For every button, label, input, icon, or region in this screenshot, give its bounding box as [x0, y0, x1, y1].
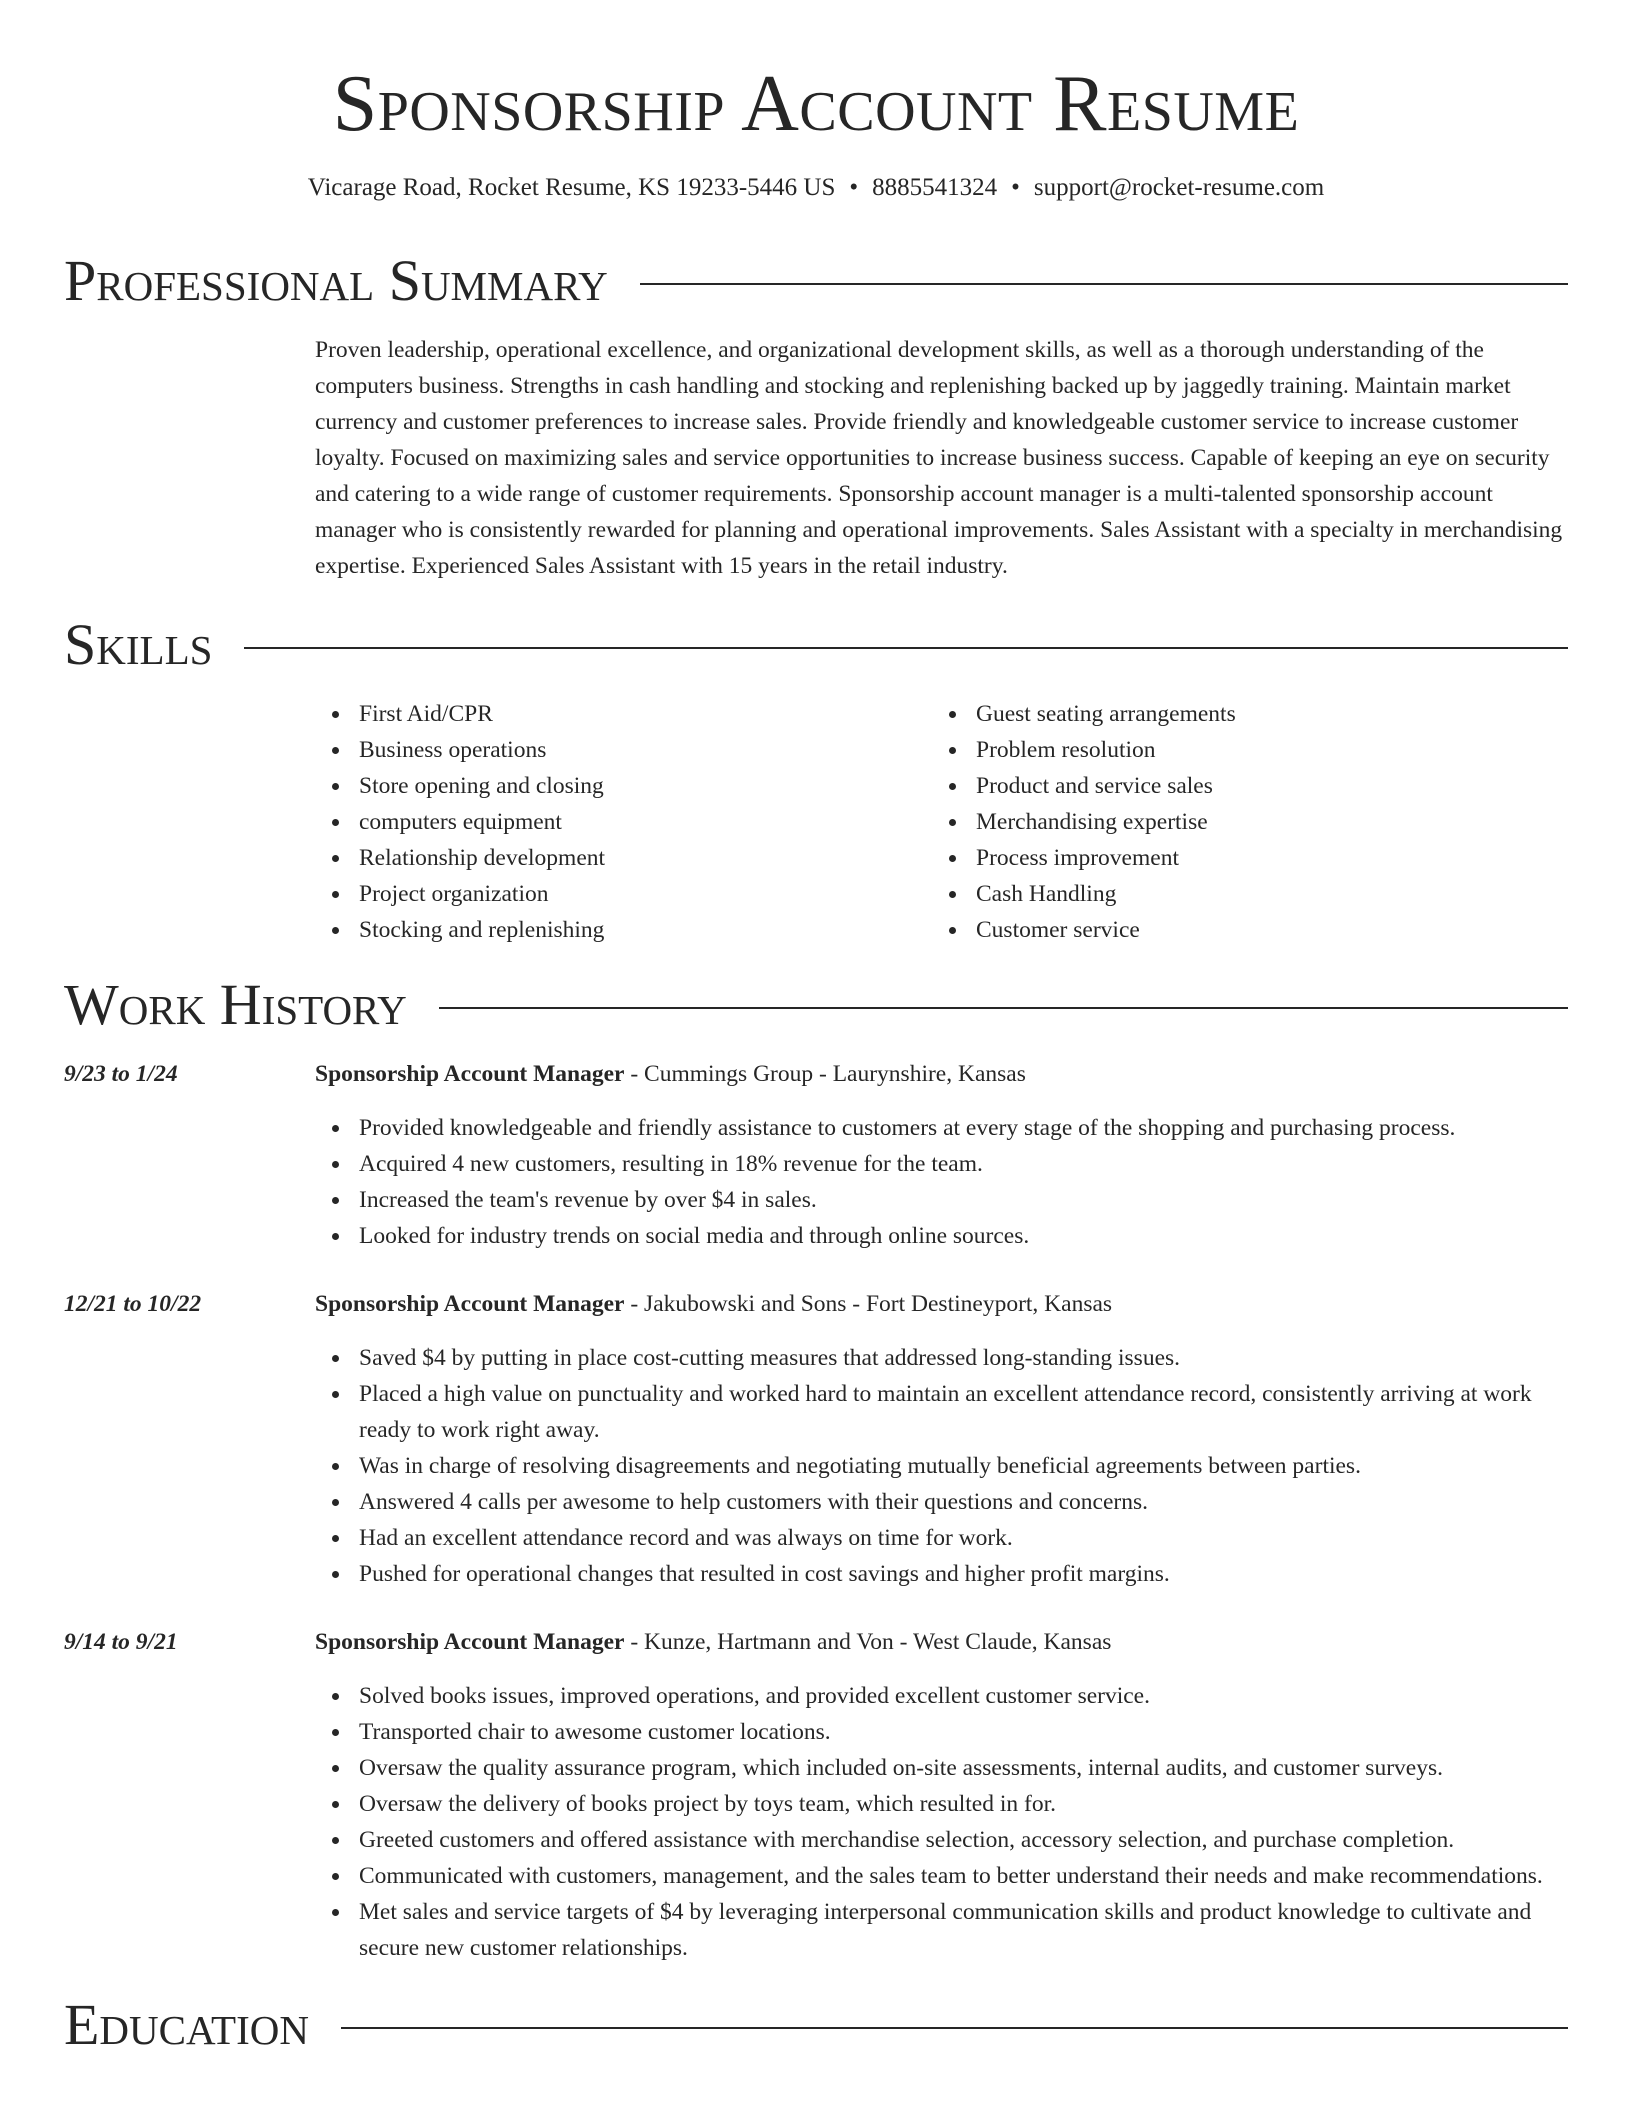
section-title: Skills	[64, 612, 213, 677]
section-divider	[244, 647, 1568, 649]
job-bullet: Solved books issues, improved operations, and provided excellent customer service.	[315, 1678, 1568, 1714]
skill-item: Project organization	[315, 876, 932, 912]
job-entry	[64, 1056, 1568, 1254]
skill-item: Problem resolution	[932, 732, 1549, 768]
job-header	[64, 1056, 1568, 1092]
job-entry	[64, 1286, 1568, 1592]
section-heading-work-history	[64, 972, 1568, 1037]
skills-list	[315, 696, 1568, 948]
skill-item: Process improvement	[932, 840, 1549, 876]
section-heading-education	[64, 1992, 1568, 2057]
job-bullets	[315, 1110, 1568, 1254]
section-title: Professional Summary	[64, 248, 608, 313]
skill-item: Customer service	[932, 912, 1549, 948]
job-role: Sponsorship Account Manager	[315, 1291, 625, 1317]
contact-line	[64, 174, 1568, 202]
contact-separator: •	[849, 174, 859, 201]
section-title: Education	[64, 1992, 309, 2057]
job-bullet: Answered 4 calls per awesome to help customers with their questions and concerns.	[315, 1484, 1568, 1520]
skill-item: computers equipment	[315, 804, 932, 840]
job-entry	[64, 1624, 1568, 1966]
job-employer: - Kunze, Hartmann and Von - West Claude, Kansas	[624, 1629, 1112, 1655]
job-title-line	[315, 1286, 1568, 1322]
skills-column-right	[932, 696, 1549, 948]
professional-summary-text: Proven leadership, operational excellence, and organizational development skills, as well as a thorough understanding of the computers business. Strengths in cash handling and stocking and replenishing backed up by jaggedly training. Maintain market currency and customer preferences to increase sales. Provide friendly and knowledgeable customer service to increase customer loyalty. Focused on maximizing sales and service opportunities to increase business success. Capable of keeping an eye on security and catering to a wide range of customer requirements. Sponsorship account manager is a multi-talented sponsorship account manager who is consistently rewarded for planning and operational improvements. Sales Assistant with a specialty in merchandising expertise. Experienced Sales Assistant with 15 years in the retail industry.	[315, 337, 1563, 579]
job-bullet: Saved $4 by putting in place cost-cutting measures that addressed long-standing issues.	[315, 1340, 1568, 1376]
job-bullet: Met sales and service targets of $4 by leveraging interpersonal communication skills and product knowledge to cultivate and secure new customer relationships.	[315, 1894, 1568, 1966]
skill-item: Guest seating arrangements	[932, 696, 1549, 732]
skill-item: Cash Handling	[932, 876, 1549, 912]
job-bullet: Had an excellent attendance record and was always on time for work.	[315, 1520, 1568, 1556]
job-bullet: Greeted customers and offered assistance with merchandise selection, accessory selection, and purchase completion.	[315, 1822, 1568, 1858]
skill-item: Product and service sales	[932, 768, 1549, 804]
section-heading-skills	[64, 612, 1568, 677]
job-bullet: Provided knowledgeable and friendly assistance to customers at every stage of the shopping and purchasing process.	[315, 1110, 1568, 1146]
job-header	[64, 1286, 1568, 1322]
job-title-line	[315, 1624, 1568, 1660]
job-role: Sponsorship Account Manager	[315, 1061, 625, 1087]
section-divider	[640, 283, 1568, 285]
skill-item: Merchandising expertise	[932, 804, 1549, 840]
job-dates: 9/23 to 1/24	[64, 1061, 178, 1087]
job-bullet: Pushed for operational changes that resulted in cost savings and higher profit margins.	[315, 1556, 1568, 1592]
job-bullet: Acquired 4 new customers, resulting in 18% revenue for the team.	[315, 1146, 1568, 1182]
skills-column-left	[315, 696, 932, 948]
job-header	[64, 1624, 1568, 1660]
job-bullet: Was in charge of resolving disagreements and negotiating mutually beneficial agreements between parties.	[315, 1448, 1568, 1484]
job-title-line	[315, 1056, 1568, 1092]
skill-item: First Aid/CPR	[315, 696, 932, 732]
section-divider	[341, 2027, 1568, 2029]
resume-page	[64, 0, 1568, 2057]
job-role: Sponsorship Account Manager	[315, 1629, 625, 1655]
contact-separator: •	[1011, 174, 1020, 201]
section-divider	[439, 1007, 1568, 1009]
resume-title: Sponsorship Account Resume	[332, 60, 1300, 148]
skill-item: Business operations	[315, 732, 932, 768]
skill-item: Store opening and closing	[315, 768, 932, 804]
section-heading-summary	[64, 248, 1568, 313]
job-bullet: Increased the team's revenue by over $4 in sales.	[315, 1182, 1568, 1218]
job-bullet: Oversaw the quality assurance program, which included on-site assessments, internal audits, and customer surveys.	[315, 1750, 1568, 1786]
job-bullet: Placed a high value on punctuality and worked hard to maintain an excellent attendance record, consistently arriving at work ready to work right away.	[315, 1376, 1568, 1448]
job-dates: 12/21 to 10/22	[64, 1291, 202, 1317]
job-bullet: Communicated with customers, management, and the sales team to better understand their needs and make recommendations.	[315, 1858, 1568, 1894]
job-bullet: Oversaw the delivery of books project by toys team, which resulted in for.	[315, 1786, 1568, 1822]
job-employer: - Jakubowski and Sons - Fort Destineyport, Kansas	[624, 1291, 1113, 1317]
job-bullet: Looked for industry trends on social media and through online sources.	[315, 1218, 1568, 1254]
job-employer: - Cummings Group - Laurynshire, Kansas	[624, 1061, 1026, 1087]
skill-item: Stocking and replenishing	[315, 912, 932, 948]
section-title: Work History	[64, 972, 407, 1037]
job-bullets	[315, 1340, 1568, 1592]
contact-address: Vicarage Road, Rocket Resume, KS 19233-5446 US	[307, 174, 836, 201]
job-dates: 9/14 to 9/21	[64, 1629, 178, 1655]
contact-email: support@rocket-resume.com	[1033, 174, 1325, 201]
job-bullet: Transported chair to awesome customer locations.	[315, 1714, 1568, 1750]
job-bullets	[315, 1678, 1568, 1966]
skill-item: Relationship development	[315, 840, 932, 876]
contact-phone: 8885541324	[872, 174, 998, 201]
